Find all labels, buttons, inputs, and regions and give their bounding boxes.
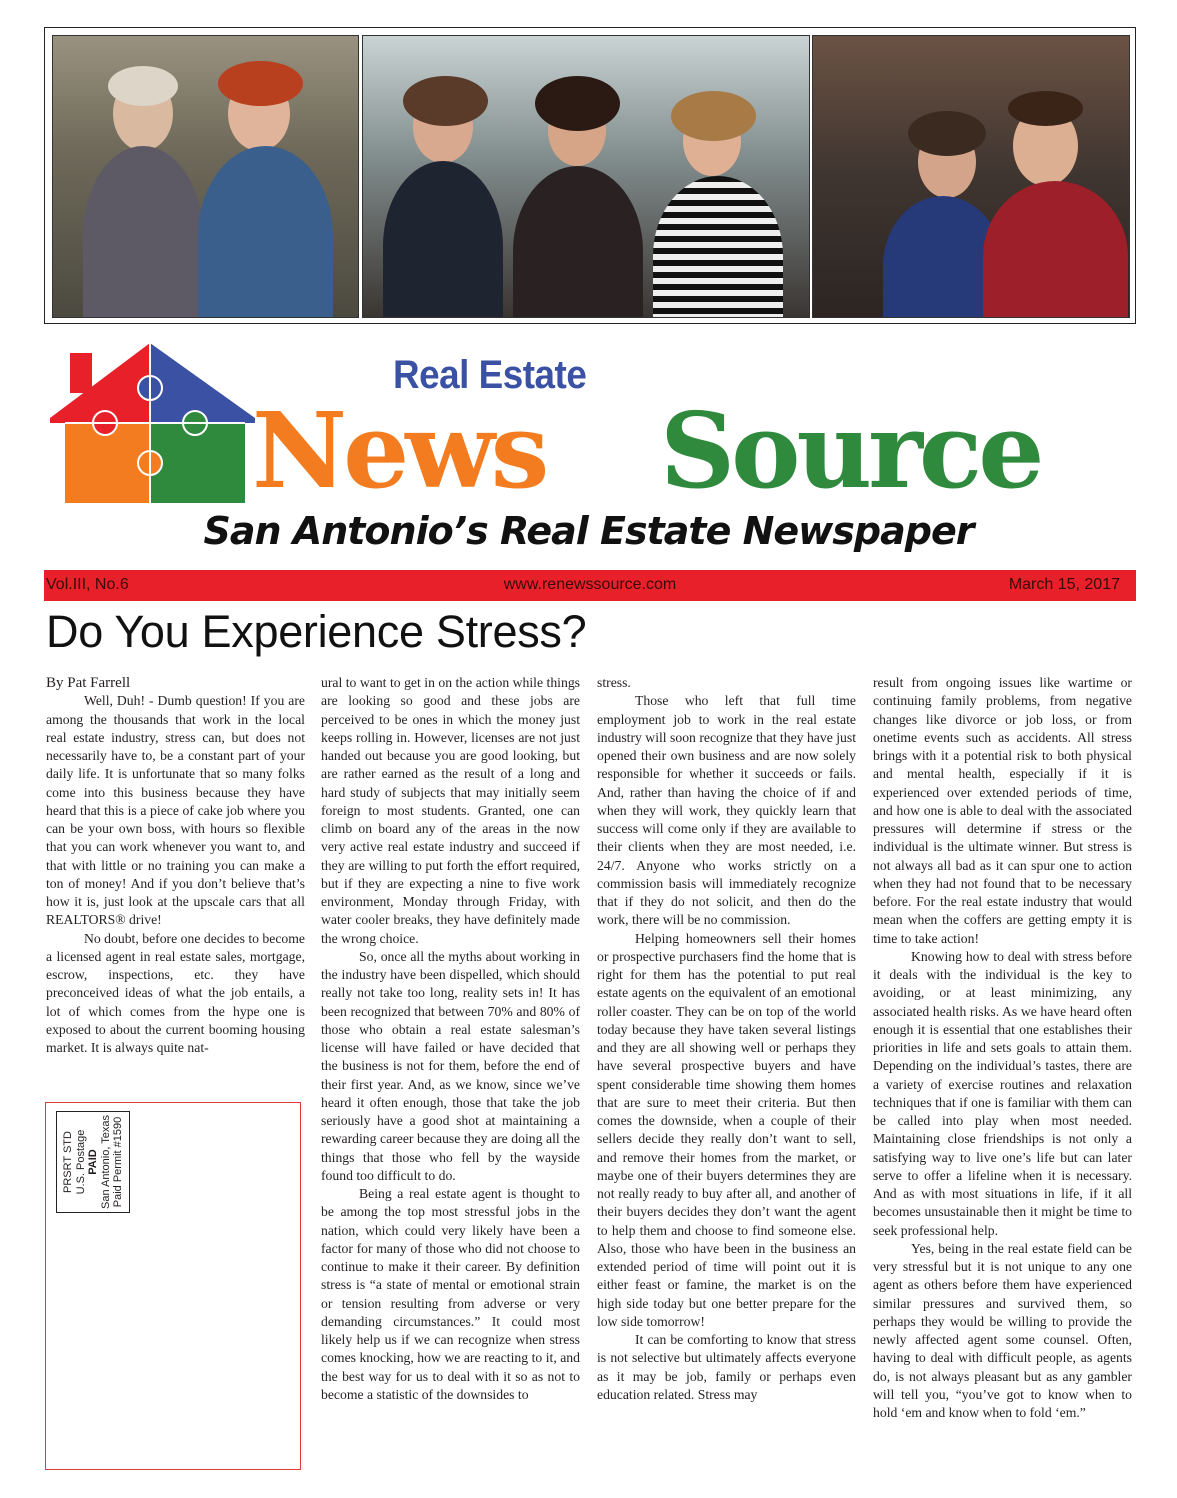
- website-link[interactable]: www.renewssource.com: [503, 576, 677, 593]
- photo-strip: [44, 27, 1136, 324]
- paragraph: ural to want to get in on the action while things are looking so good and these jobs are perceived to be ones in which the money just keeps rolling in. However, licenses are not just handed out because you are good looking, but are rather earned as the result of a long and hard study of subjects that may initially seem foreign to most students. Granted, one can climb on board any of the areas in the now very active real estate industry and succeed if they are willing to put forth the effort required, but if they are expecting a nine to five work environment, Monday through Friday, with water cooler breaks, they have definitely made the wrong choice.: [321, 675, 580, 946]
- logo-news: News: [252, 389, 546, 512]
- volume-issue: Vol.III, No.6: [46, 576, 129, 593]
- paragraph: It can be comforting to know that stress is not selective but ultimately affects everyone as it may be job, family or perhaps even education related. Stress may: [597, 1332, 856, 1402]
- byline: By Pat Farrell: [46, 675, 131, 691]
- permit-line: PRSRT STD: [61, 1131, 74, 1193]
- puzzle-house-logo: [50, 343, 255, 503]
- paragraph: Helping homeowners sell their homes or prospective purchasers find the home that is right for them has the potential to put real estate agents on the equivalent of an emotional roller coaster. They can be on top of the world today because they have taken several listings and they are all showing well or perhaps they have several prospective buyers and have spent considerable time showing them homes that are sure to meet their criteria. But then comes the downside, when a couple of their sellers decide they really don’t want to sell, and remove their homes from the market, or maybe one of their buyers determines they are not really ready to buy after all, and another of their buyers decides they don’t want the agent to help them and choose to find someone else. Also, those who have been in the business an extended period of time will point out it is either feast or famine, the market is on the high side today but one better prepare for the low side tomorrow!: [597, 930, 856, 1329]
- paragraph: Those who left that full time employment job to work in the real estate industry will soon recognize that they have just opened their own business and are now solely responsible for whether it succeeds or fails. And, rather than having the choice of if and when they will work, they quickly learn that success will come only if they are available to their clients when they are most needed, i.e. 24/7. Anyone who works strictly on a commission basis will immediately recognize that if they do not solicit, and then do the work, there will be no commission.: [597, 693, 856, 928]
- paragraph: Well, Duh! - Dumb question! If you are among the thousands that work in the local real estate industry, stress can, but does not necessarily have to, be a constant part of your daily life. It is unfortunate that so many folks come into this business because they have heard that this is a piece of cake job where you can be your own boss, with hours so flexible that you can work whenever you want to, and that with little or no training you can make a ton of money! And if you don’t believe that’s how it is, just look at the upscale cars that all REALTORS® drive!: [46, 693, 305, 928]
- article-column-2: [321, 674, 580, 1404]
- article-headline: Do You Experience Stress?: [46, 606, 587, 657]
- paragraph: Being a real estate agent is thought to be among the top most stressful jobs in the nation, which could very likely have been a factor for many of those who did not choose to continue to make it their career. By definition stress is “a state of mental or emotional strain or tension resulting from adverse or very demanding circumstances.” It could most likely help us if we can recognize when stress comes knocking, how we are reacting to it, and the best way for us to deal with it so as not to become a statistic of the downsides to: [321, 1186, 580, 1402]
- paragraph: result from ongoing issues like wartime or continuing family problems, from negative changes like divorce or job loss, or from onetime events such as accidents. All stress brings with it a potential risk to both physical and mental health, especially if it is experienced over extended periods of time, and how one is able to deal with the associated pressures will determine if stress or the individual is the ultimate winner. But stress is not always all bad as it can spur one to action when they had not found that to be necessary before. For the real estate industry that would mean when the coffers are getting empty it is time to take action!: [873, 675, 1132, 946]
- permit-line: U.S. Postage: [74, 1129, 87, 1195]
- article-column-1: [46, 674, 305, 1057]
- paragraph: stress.: [597, 675, 631, 690]
- info-bar: [44, 570, 1136, 601]
- permit-line: Paid Permit #1590: [111, 1116, 124, 1208]
- photo-woman-and-man: [812, 35, 1130, 318]
- logo-real-estate: Real Estate: [393, 353, 587, 397]
- tagline: San Antonio’s Real Estate Newspaper: [203, 509, 974, 553]
- permit-line: San Antonio, Texas: [99, 1115, 112, 1209]
- paragraph: Knowing how to deal with stress before it deals with the individual is the key to avoiding, or at least minimizing, any associated health risks. As we have heard often enough it is essential that one establishes their priorities in life and sets goals to attain them. Depending on the individual’s tastes, there are a variety of exercise routines and relaxation techniques that if one is familiar with them can be called into play when most needed. Maintaining close friendships is not only a satisfying way to live one’s life but can later serve to offer a lifeline when it is necessary. And as with most situations in life, if it all becomes unsustainable then it might be time to seek professional help.: [873, 948, 1132, 1238]
- photo-three-women: [362, 35, 810, 318]
- paragraph: No doubt, before one decides to become a licensed agent in real estate sales, mortgage, escrow, inspections, etc. they have preconceived ideas of what the job entails, a lot of which comes from the hype one is exposed to about the current booming housing market. It is always quite nat-: [46, 930, 305, 1055]
- photo-two-women: [52, 35, 359, 318]
- issue-date: March 15, 2017: [1008, 576, 1120, 593]
- paragraph: So, once all the myths about working in the industry have been dispelled, which should really not take too long, reality sets in! It has been recognized that between 70% and 80% of those who obtain a real estate salesman’s license will have failed or have decided that the business is not for them, before the end of their first year. And, as we know, since we’ve heard it often enough, those that take the job seriously have a good shot at maintaining a rewarding career because they are doing all the things that those who fell by the wayside found too difficult to do.: [321, 948, 580, 1183]
- permit-paid: PAID: [86, 1149, 99, 1175]
- paragraph: Yes, being in the real estate field can be very stressful but it is not unique to any one agent as others before them have experienced similar pressures and survived them, so perhaps they would be willing to provide the newly affected agent some counsel. Often, having to deal with difficult people, as agents do, is not always pleasant but as any gambler will tell you, “you’ve got to know when to hold ‘em and know when to fold ‘em.”: [873, 1240, 1132, 1420]
- article-column-3: [597, 674, 856, 1404]
- mailing-label-area: [45, 1102, 301, 1470]
- article-column-4: [873, 674, 1132, 1422]
- postage-permit-indicia: [56, 1111, 130, 1213]
- logo-source: Source: [660, 389, 1041, 512]
